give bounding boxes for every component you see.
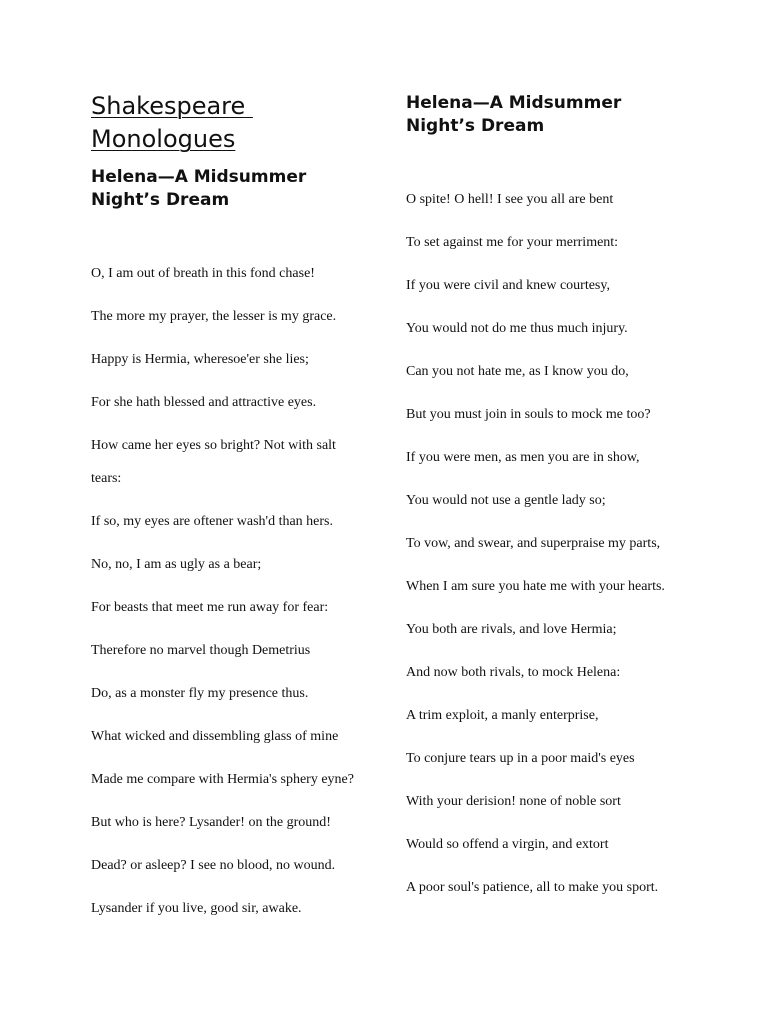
- monologue-line: To vow, and swear, and superpraise my parts,: [406, 536, 661, 551]
- monologue-line: But who is here? Lysander! on the ground!: [91, 815, 331, 830]
- monologue-line: A poor soul's patience, all to make you sport.: [406, 880, 659, 895]
- monologue-line: If you were civil and knew courtesy,: [406, 278, 610, 293]
- document-title: Shakespeare Monologues: [91, 92, 246, 153]
- monologue-line: You both are rivals, and love Hermia;: [406, 622, 617, 637]
- monologue-line: If you were men, as men you are in show,: [406, 450, 640, 465]
- monologue-line: Can you not hate me, as I know you do,: [406, 364, 629, 379]
- monologue-line: If so, my eyes are oftener wash'd than hers.: [91, 514, 333, 529]
- monologue-line: How came her eyes so bright? Not with salt: [91, 438, 336, 453]
- monologue-line: But you must join in souls to mock me too?: [406, 407, 651, 422]
- monologue-line: Therefore no marvel though Demetrius: [91, 643, 311, 658]
- monologue-line: You would not do me thus much injury.: [406, 321, 628, 336]
- monologue-line: When I am sure you hate me with your hearts.: [406, 579, 665, 594]
- monologue-line: The more my prayer, the lesser is my grace.: [91, 309, 337, 324]
- monologue-line: With your derision! none of noble sort: [406, 794, 621, 809]
- monologue-line: O spite! O hell! I see you all are bent: [406, 192, 614, 207]
- monologue-line: What wicked and dissembling glass of mine: [91, 729, 339, 744]
- monologue-line: And now both rivals, to mock Helena:: [406, 665, 621, 680]
- monologue-line: For beasts that meet me run away for fear:: [91, 600, 329, 615]
- monologue-line: You would not use a gentle lady so;: [406, 493, 606, 508]
- monologue-line: Lysander if you live, good sir, awake.: [91, 901, 302, 916]
- monologue-line: Dead? or asleep? I see no blood, no wound.: [91, 858, 336, 873]
- monologue-line: Happy is Hermia, wheresoe'er she lies;: [91, 352, 309, 367]
- left-monologue-heading: Helena—A Midsummer Night’s Dream: [91, 167, 307, 210]
- monologue-line: No, no, I am as ugly as a bear;: [91, 557, 262, 572]
- monologue-line: O, I am out of breath in this fond chase!: [91, 266, 315, 281]
- monologue-line: A trim exploit, a manly enterprise,: [406, 708, 599, 723]
- monologue-line: Made me compare with Hermia's sphery eyne?: [91, 772, 354, 787]
- monologue-line: Do, as a monster fly my presence thus.: [91, 686, 309, 701]
- right-monologue-heading: Helena—A Midsummer Night’s Dream: [406, 93, 622, 136]
- monologue-line: tears:: [91, 471, 122, 486]
- monologue-line: To set against me for your merriment:: [406, 235, 619, 250]
- monologue-line: Would so offend a virgin, and extort: [406, 837, 609, 852]
- monologue-line: For she hath blessed and attractive eyes.: [91, 395, 317, 410]
- monologue-line: To conjure tears up in a poor maid's eyes: [406, 751, 635, 766]
